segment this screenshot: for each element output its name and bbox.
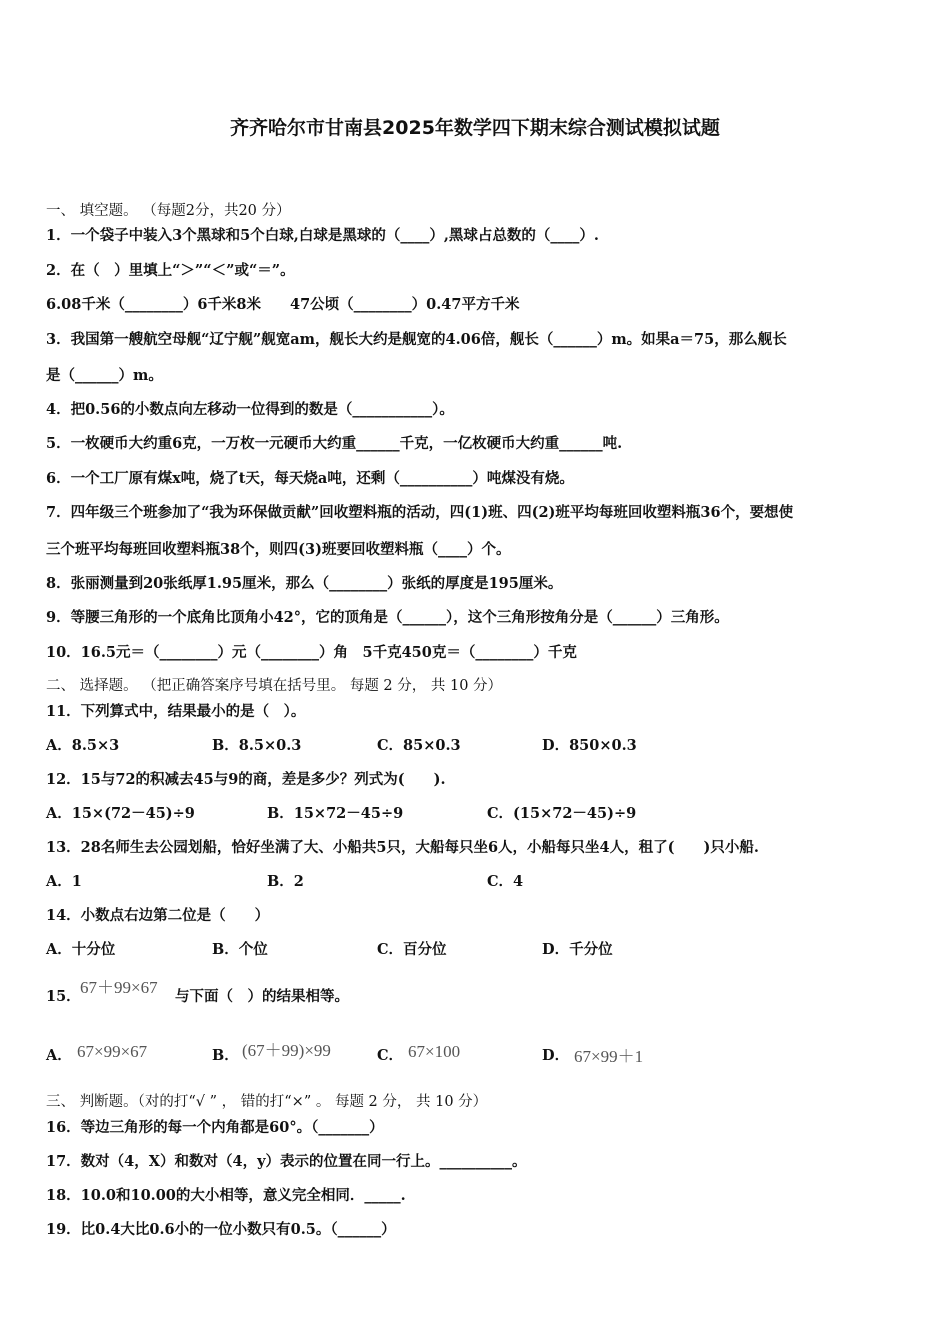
q14-option-b: B．个位 <box>212 941 268 958</box>
q14-option-a: A．十分位 <box>46 941 116 958</box>
q15-option-b-expr: (67＋99)×99 <box>242 1041 331 1060</box>
q15-option-d-expr: 67×99＋1 <box>574 1047 644 1066</box>
q15-option-a-expr: 67×99×67 <box>77 1042 148 1061</box>
question-15-text: 与下面（ ）的结果相等。 <box>175 988 349 1005</box>
q15-option-c-label: C． <box>377 1047 404 1064</box>
question-12: 12．15与72的积减去45与9的商，差是多少？列式为( ). <box>46 771 446 788</box>
q12-option-b: B．15×72－45÷9 <box>267 805 404 822</box>
question-16: 16．等边三角形的每一个内角都是60°。（_______） <box>46 1119 384 1136</box>
question-17: 17．数对（4，X）和数对（4，y）表示的位置在同一行上。__________。 <box>46 1153 527 1170</box>
q14-option-d: D．千分位 <box>542 941 613 958</box>
section-2-heading: 二、 选择题。 （把正确答案序号填在括号里。 每题 2 分， 共 10 分） <box>46 678 503 694</box>
q15-option-a-label: A． <box>46 1047 72 1064</box>
q13-option-a: A．1 <box>46 873 82 890</box>
question-18: 18．10.0和10.00的大小相等，意义完全相同．_____. <box>46 1187 406 1204</box>
question-15-number: 15． <box>46 988 81 1005</box>
q12-option-a: A．15×(72－45)÷9 <box>46 805 195 822</box>
q12-option-c: C．(15×72－45)÷9 <box>487 805 637 822</box>
q15-expression: 67＋99×67 <box>80 978 158 997</box>
question-5: 5．一枚硬币大约重6克，一万枚一元硬币大约重______千克，一亿枚硬币大约重______吨. <box>46 435 623 452</box>
q11-option-a: A．8.5×3 <box>46 737 120 754</box>
q15-option-d-label: D． <box>542 1047 570 1064</box>
question-9: 9．等腰三角形的一个底角比顶角小42°，它的顶角是（______），这个三角形按角分是（______）三角形。 <box>46 609 729 626</box>
question-13: 13．28名师生去公园划船，恰好坐满了大、小船共5只，大船每只坐6人，小船每只坐4人，租了( )只小船. <box>46 839 759 856</box>
question-3-cont: 是（______）m。 <box>46 367 163 384</box>
q11-option-d: D．850×0.3 <box>542 737 637 754</box>
question-4: 4．把0.56的小数点向左移动一位得到的数是（___________）。 <box>46 401 454 418</box>
question-6: 6．一个工厂原有煤x吨，烧了t天，每天烧a吨，还剩（__________）吨煤没有烧。 <box>46 470 574 487</box>
q13-option-b: B．2 <box>267 873 304 890</box>
question-14: 14．小数点右边第二位是（ ） <box>46 907 270 924</box>
q15-option-c-expr: 67×100 <box>408 1042 461 1061</box>
q14-option-c: C．百分位 <box>377 941 447 958</box>
question-3: 3．我国第一艘航空母舰“辽宁舰”舰宽am，舰长大约是舰宽的4.06倍，舰长（______）m。如果a＝75，那么舰长 <box>46 331 787 348</box>
question-7: 7．四年级三个班参加了“我为环保做贡献”回收塑料瓶的活动，四(1)班、四(2)班平均每班回收塑料瓶36个，要想使 <box>46 504 794 521</box>
q11-option-c: C．85×0.3 <box>377 737 461 754</box>
question-2: 2．在（ ）里填上“＞”“＜”或“＝”。 <box>46 262 295 279</box>
q11-option-b: B．8.5×0.3 <box>212 737 302 754</box>
question-11: 11．下列算式中，结果最小的是（ ）。 <box>46 703 306 720</box>
question-1: 1．一个袋子中装入3个黑球和5个白球,白球是黑球的（____）,黑球占总数的（____）. <box>46 227 599 244</box>
question-7-cont: 三个班平均每班回收塑料瓶38个，则四(3)班要回收塑料瓶（____）个。 <box>46 541 511 558</box>
question-10: 10．16.5元＝（________）元（________）角 5千克450克＝（________）千克 <box>46 644 577 661</box>
section-3-heading: 三、 判断题。（对的打“√ ” ， 错的打“×” 。 每题 2 分， 共 10 分） <box>46 1094 488 1110</box>
q13-option-c: C．4 <box>487 873 524 890</box>
question-2-items: 6.08千米（________）6千米8米 47公顷（________）0.47平方千米 <box>46 296 520 313</box>
section-1-heading: 一、 填空题。 （每题2分，共20 分） <box>46 203 291 219</box>
question-8: 8．张丽测量到20张纸厚1.95厘米，那么（________）张纸的厚度是195厘米。 <box>46 575 563 592</box>
question-19: 19．比0.4大比0.6小的一位小数只有0.5。（______） <box>46 1221 396 1238</box>
q15-option-b-label: B． <box>212 1047 239 1064</box>
page-title: 齐齐哈尔市甘南县2025年数学四下期末综合测试模拟试题 <box>230 117 720 139</box>
